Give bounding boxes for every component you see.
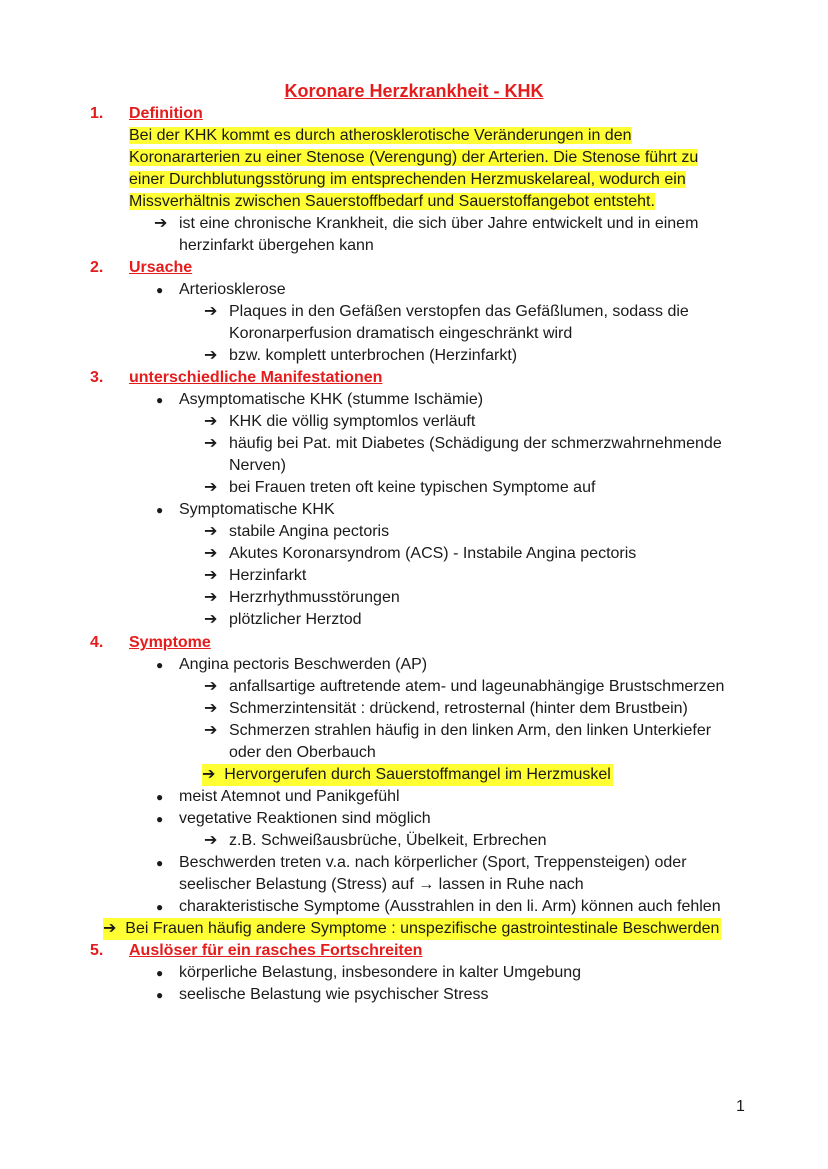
section-number-1: 1. <box>90 105 104 122</box>
definition-line: Missverhältnis zwischen Sauerstoffbedarf und Sauerstoffangebot entsteht. <box>129 193 655 210</box>
arrow-item: Schmerzen strahlen häufig in den linken Arm, den linken Unterkiefer <box>229 722 712 739</box>
arrow-icon: ➔ <box>204 413 218 430</box>
arrow-item: Akutes Koronarsyndrom (ACS) - Instabile Angina pectoris <box>229 545 637 562</box>
highlighted-women-note: ➔ Bei Frauen häufig andere Symptome : unspezifische gastrointestinale Beschwerden <box>103 918 721 940</box>
arrow-icon: ➔ <box>202 766 216 783</box>
arrow-item-continuation: Nerven) <box>229 457 286 474</box>
arrow-icon: ➔ <box>204 700 218 717</box>
bullet-icon: ● <box>156 988 164 1002</box>
arrow-icon: ➔ <box>204 832 218 849</box>
arrow-icon: ➔ <box>204 435 218 452</box>
section-number-4: 4. <box>90 634 104 651</box>
section-heading-ausloeser: Auslöser für ein rasches Fortschreiten <box>129 942 423 959</box>
bullet-item: seelische Belastung wie psychischer Stress <box>179 986 489 1003</box>
page-title: Koronare Herzkrankheit - KHK <box>284 81 544 101</box>
bullet-item: charakteristische Symptome (Ausstrahlen in den li. Arm) können auch fehlen <box>179 898 721 915</box>
bullet-icon: ● <box>156 658 164 672</box>
arrow-item: Schmerzintensität : drückend, retrosternal (hinter dem Brustbein) <box>229 700 688 717</box>
arrow-item: bei Frauen treten oft keine typischen Symptome auf <box>229 479 596 496</box>
arrow-icon: ➔ <box>204 347 218 364</box>
bullet-icon: ● <box>156 900 164 914</box>
arrow-icon: ➔ <box>204 479 218 496</box>
arrow-item: KHK die völlig symptomlos verläuft <box>229 413 476 430</box>
arrow-icon: ➔ <box>204 545 218 562</box>
arrow-item: Herzrhythmusstörungen <box>229 589 400 606</box>
definition-line: Koronararterien zu einer Stenose (Verengung) der Arterien. Die Stenose führt zu <box>129 149 699 166</box>
section-heading-definition: Definition <box>129 105 203 122</box>
arrow-item-continuation: herzinfarkt übergehen kann <box>179 237 374 254</box>
bullet-item: meist Atemnot und Panikgefühl <box>179 788 400 805</box>
section-heading-manifestationen: unterschiedliche Manifestationen <box>129 369 383 386</box>
arrow-icon: ➔ <box>204 567 218 584</box>
section-number-5: 5. <box>90 942 104 959</box>
arrow-item: anfallsartige auftretende atem- und lageunabhängige Brustschmerzen <box>229 678 725 695</box>
arrow-icon: ➔ <box>204 303 218 320</box>
section-heading-symptome: Symptome <box>129 634 211 651</box>
page-number: 1 <box>736 1098 745 1115</box>
bullet-item: körperliche Belastung, insbesondere in kalter Umgebung <box>179 964 582 981</box>
arrow-icon: ➔ <box>204 678 218 695</box>
bullet-item: Asymptomatische KHK (stumme Ischämie) <box>179 391 484 408</box>
bullet-item: Beschwerden treten v.a. nach körperlicher (Sport, Treppensteigen) oder <box>179 854 687 871</box>
arrow-item: Herzinfarkt <box>229 567 307 584</box>
arrow-icon: ➔ <box>204 589 218 606</box>
section-heading-ursache: Ursache <box>129 259 193 276</box>
arrow-item: häufig bei Pat. mit Diabetes (Schädigung der schmerzwahrnehmende <box>229 435 722 452</box>
arrow-item-continuation: Koronarperfusion dramatisch eingeschränkt wird <box>229 325 573 342</box>
arrow-item: stabile Angina pectoris <box>229 523 390 540</box>
section-number-2: 2. <box>90 259 104 276</box>
bullet-item: Angina pectoris Beschwerden (AP) <box>179 656 428 673</box>
bullet-icon: ● <box>156 812 164 826</box>
definition-line: einer Durchblutungsstörung im entsprechenden Herzmuskelareal, wodurch ein <box>129 171 686 188</box>
highlighted-arrow-item: ➔ Hervorgerufen durch Sauerstoffmangel im Herzmuskel <box>202 764 613 786</box>
arrow-item: Plaques in den Gefäßen verstopfen das Gefäßlumen, sodass die <box>229 303 689 320</box>
arrow-icon: ➔ <box>204 611 218 628</box>
arrow-item-continuation: oder den Oberbauch <box>229 744 376 761</box>
arrow-item: plötzlicher Herztod <box>229 611 362 628</box>
bullet-icon: ● <box>156 790 164 804</box>
section-number-3: 3. <box>90 369 104 386</box>
arrow-icon: ➔ <box>103 920 117 937</box>
bullet-item: Symptomatische KHK <box>179 501 335 518</box>
bullet-item: vegetative Reaktionen sind möglich <box>179 810 431 827</box>
bullet-item: Arteriosklerose <box>179 281 286 298</box>
arrow-item: z.B. Schweißausbrüche, Übelkeit, Erbrechen <box>229 832 547 849</box>
definition-line: Bei der KHK kommt es durch atherosklerotische Veränderungen in den <box>129 127 632 144</box>
arrow-item: bzw. komplett unterbrochen (Herzinfarkt) <box>229 347 518 364</box>
bullet-icon: ● <box>156 966 164 980</box>
bullet-item-continuation: seelischer Belastung (Stress) auf → lassen in Ruhe nach <box>179 876 584 893</box>
bullet-icon: ● <box>156 503 164 517</box>
bullet-icon: ● <box>156 283 164 297</box>
arrow-icon: ➔ <box>204 722 218 739</box>
arrow-icon: ➔ <box>154 215 168 232</box>
bullet-icon: ● <box>156 393 164 407</box>
arrow-item: ist eine chronische Krankheit, die sich über Jahre entwickelt und in einem <box>179 215 699 232</box>
bullet-icon: ● <box>156 856 164 870</box>
arrow-icon: ➔ <box>204 523 218 540</box>
